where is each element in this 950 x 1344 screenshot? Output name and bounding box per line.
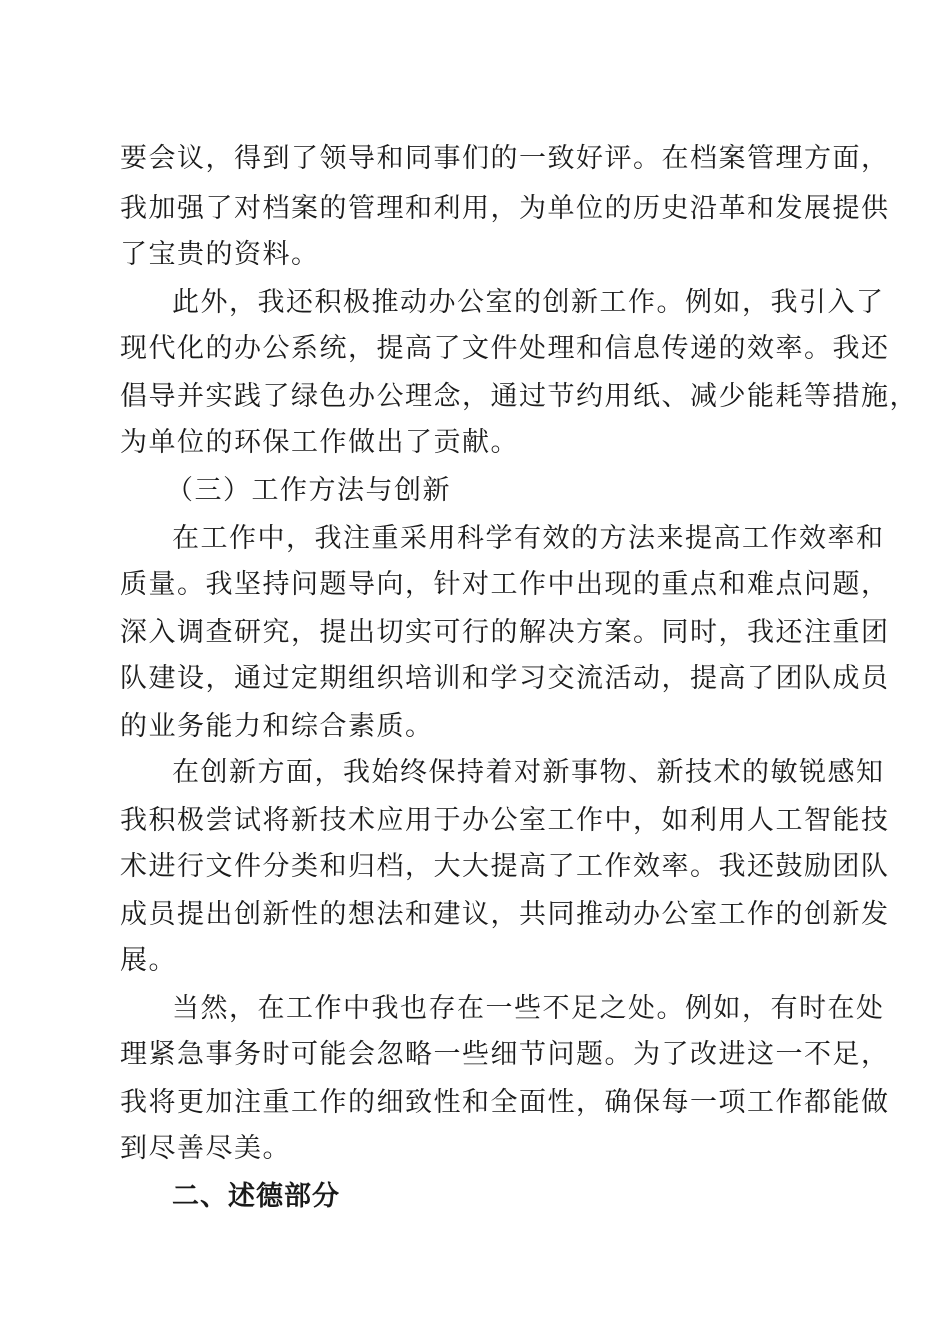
text-line: 展。	[120, 945, 177, 976]
text-line: 队建设，通过定期组织培训和学习交流活动，提高了团队成员	[120, 663, 890, 694]
text-line: 理紧急事务时可能会忽略一些细节问题。为了改进这一不足，	[120, 1039, 890, 1070]
text-line: 了宝贵的资料。	[120, 239, 320, 270]
section-heading: 二、述德部分	[172, 1181, 340, 1212]
text-line: 我将更加注重工作的细致性和全面性，确保每一项工作都能做	[120, 1087, 890, 1118]
text-line: 在创新方面，我始终保持着对新事物、新技术的敏锐感知	[172, 757, 885, 788]
text-line: 当然，在工作中我也存在一些不足之处。例如，有时在处	[172, 993, 885, 1024]
text-line: 深入调查研究，提出切实可行的解决方案。同时，我还注重团	[120, 617, 890, 648]
text-line: 为单位的环保工作做出了贡献。	[120, 427, 519, 458]
text-line: 质量。我坚持问题导向，针对工作中出现的重点和难点问题，	[120, 569, 890, 600]
text-line: 现代化的办公系统，提高了文件处理和信息传递的效率。我还	[120, 333, 890, 364]
text-line: 在工作中，我注重采用科学有效的方法来提高工作效率和	[172, 523, 885, 554]
text-line: 到尽善尽美。	[120, 1133, 291, 1164]
text-line: 术进行文件分类和归档，大大提高了工作效率。我还鼓励团队	[120, 851, 890, 882]
text-line: 我积极尝试将新技术应用于办公室工作中，如利用人工智能技	[120, 805, 890, 836]
text-line: 要会议，得到了领导和同事们的一致好评。在档案管理方面，	[120, 143, 890, 174]
text-line: 的业务能力和综合素质。	[120, 711, 434, 742]
text-line: 此外，我还积极推动办公室的创新工作。例如，我引入了	[172, 287, 885, 318]
text-line: 成员提出创新性的想法和建议，共同推动办公室工作的创新发	[120, 899, 890, 930]
text-line: 倡导并实践了绿色办公理念，通过节约用纸、减少能耗等措施，	[120, 381, 918, 412]
section-subheading: （三）工作方法与创新	[166, 475, 451, 506]
text-line: 我加强了对档案的管理和利用，为单位的历史沿革和发展提供	[120, 193, 890, 224]
